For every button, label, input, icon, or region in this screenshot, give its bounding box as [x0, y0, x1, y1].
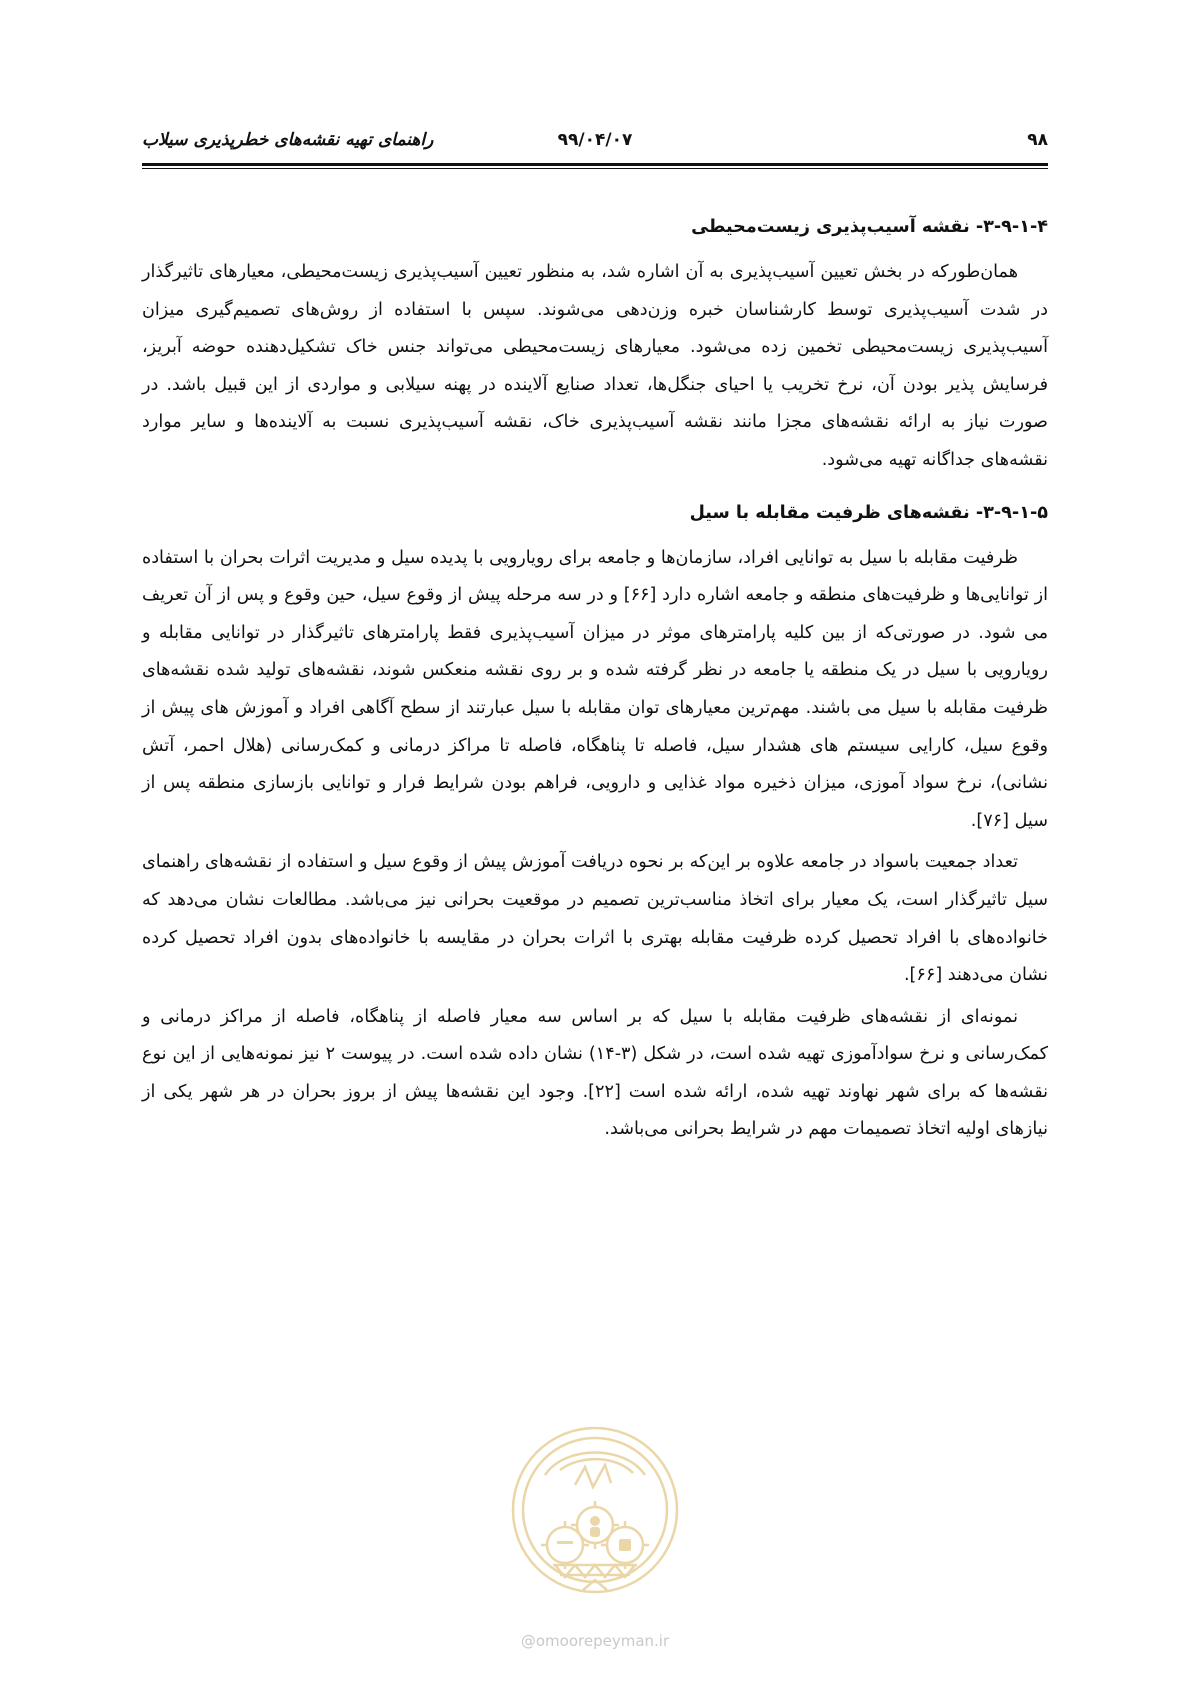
watermark-url: @omoorepeyman.ir: [520, 1632, 670, 1650]
header-title: راهنمای تهیه نقشه‌های خطرپذیری سیلاب: [142, 130, 434, 150]
seal-logo-icon: [505, 1415, 685, 1620]
header-date: ۹۹/۰۴/۰۷: [557, 130, 633, 150]
paragraph: همان‌طورکه در بخش تعیین آسیب‌پذیری به آن اشاره شد، به منظور تعیین آسیب‌پذیری زیست‌محیطی، معیارهای تاثیرگذار در شدت آسیب‌پذیری توسط کارشناسان خبره وزن‌دهی می‌شوند. سپس با استفاده از روش‌های تصمیم‌گیری میزان آسیب‌پذیری زیست‌محیطی تخمین زده می‌شود. معیارهای زیست‌محیطی می‌تواند جنس خاک تشکیل‌دهنده حوضه آبریز، فرسایش پذیر بودن آن، نرخ تخریب یا احیای جنگل‌ها، تعداد صنایع آلاینده در پهنه سیلابی و مواردی از این قبیل باشد. در صورت نیاز به ارائه نقشه‌های مجزا مانند نقشه آسیب‌پذیری خاک، نقشه آسیب‌پذیری نسبت به آلاینده‌ها و سایر موارد نقشه‌های جداگانه تهیه می‌شود.: [142, 262, 1048, 470]
header-rule: [142, 163, 1048, 169]
paragraph: ظرفیت مقابله با سیل به توانایی افراد، سازمان‌ها و جامعه برای رویارویی با پدیده سیل و مدیریت اثرات بحران با استفاده از توانایی‌ها و ظرفیت‌های منطقه و جامعه اشاره دارد [۶۶] و در سه مرحله پیش از وقوع سیل، حین وقوع و پس از آن تعریف می شود. در صورتی‌که از بین کلیه پارامترهای موثر در میزان آسیب‌پذیری فقط پارامترهای تاثیرگذار در توانایی مقابله و رویارویی با سیل در یک منطقه یا جامعه در نظر گرفته شده و بر روی نقشه منعکس شوند، نقشه‌های تولید شده نقشه‌های ظرفیت مقابله با سیل می باشند. مهم‌ترین معیارهای توان مقابله با سیل عبارتند از سطح آگاهی افراد و آموزش های پیش از وقوع سیل، کارایی سیستم های هشدار سیل، فاصله تا پناهگاه، فاصله تا مراکز درمانی و کمک‌رسانی (هلال احمر، آتش نشانی)، نرخ سواد آموزی، میزان ذخیره مواد غذایی و دارویی، فراهم بودن شرایط فرار و توانایی بازسازی منطقه پس از سیل [۷۶].: [142, 547, 1049, 831]
section-heading-coping-capacity: ۳-۹-۱-۵- نقشه‌های ظرفیت مقابله با سیل: [689, 502, 1048, 523]
document-body: [142, 212, 1048, 1153]
page-header: [142, 122, 1048, 156]
paragraph: نمونه‌ای از نقشه‌های ظرفیت مقابله با سیل که بر اساس سه معیار فاصله از پناهگاه، فاصله از مراکز درمانی و کمک‌رسانی و نرخ سوادآموزی تهیه شده است، در شکل (۳-۱۴) نشان داده شده است. در پیوست ۲ نیز نمونه‌هایی از این نوع نقشه‌ها که برای شهر نهاوند تهیه شده، ارائه شده است [۲۲]. وجود این نقشه‌ها پیش از بروز بحران در هر شهر یکی از نیازهای اولیه اتخاذ تصمیمات مهم در شرایط بحرانی می‌باشد.: [142, 1006, 1049, 1140]
paragraph: تعداد جمعیت باسواد در جامعه علاوه بر این‌که بر نحوه دریافت آموزش پیش از وقوع سیل و استفاده از نقشه‌های راهنمای سیل تاثیرگذار است، یک معیار برای اتخاذ مناسب‌ترین تصمیم در موقعیت بحرانی نیز می‌باشد. مطالعات نشان می‌دهد که خانواده‌های با افراد تحصیل کرده ظرفیت مقابله بهتری با اثرات بحران در مقایسه با خانواده‌های بدون افراد تحصیل کرده نشان می‌دهند [۶۶].: [142, 852, 1048, 986]
watermark-seal: [505, 1415, 685, 1620]
section-heading-environmental: ۳-۹-۱-۴- نقشه آسیب‌پذیری زیست‌محیطی: [691, 217, 1048, 237]
page-number: ۹۸: [1027, 130, 1048, 150]
